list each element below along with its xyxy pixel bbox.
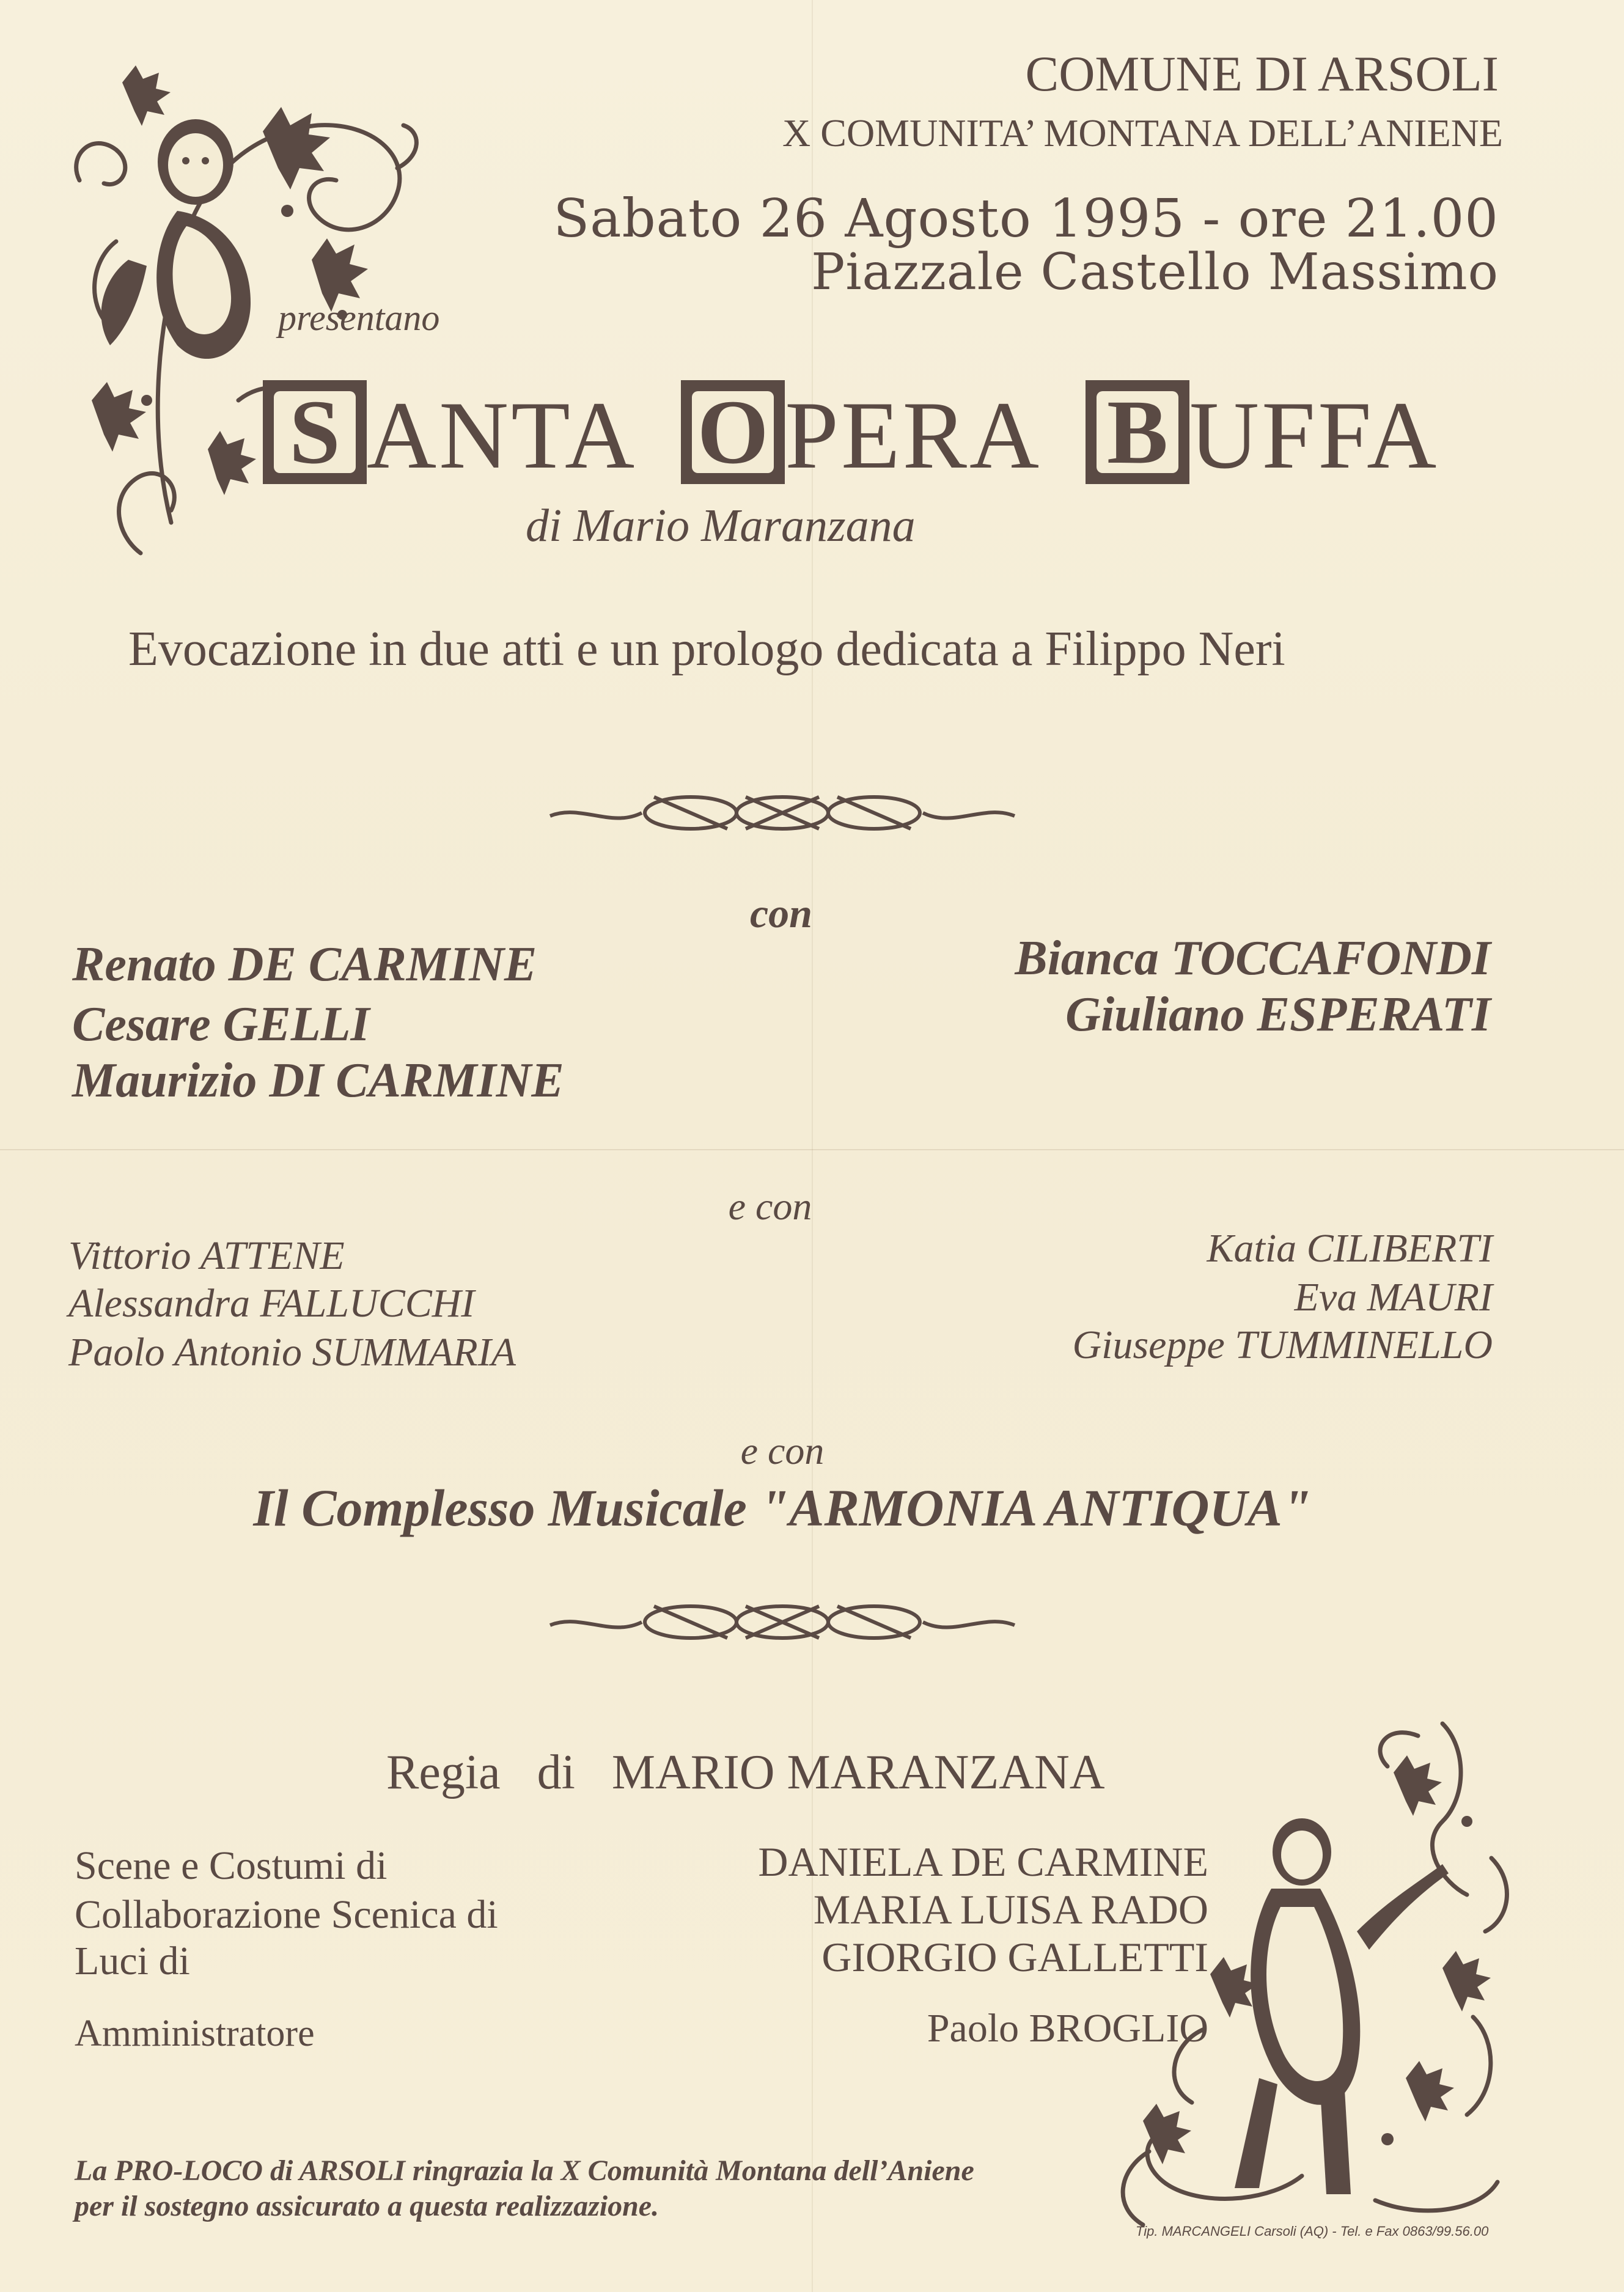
- regia-line: [386, 1748, 1105, 1797]
- scroll-divider: [544, 1598, 1021, 1647]
- secondary-cast-right: Katia CILIBERTI: [1207, 1226, 1493, 1271]
- credit-name: MARIA LUISA RADO: [813, 1886, 1208, 1933]
- secondary-cast-right: Eva MAURI: [1294, 1275, 1493, 1320]
- org-line-2: X COMUNITA’ MONTANA DELL’ANIENE: [782, 111, 1503, 155]
- main-cast-left: Cesare GELLI: [72, 997, 370, 1051]
- secondary-cast-right: Giuseppe TUMMINELLO: [1072, 1323, 1493, 1367]
- title-initial-box: O: [681, 380, 785, 484]
- title-word: ANTA: [367, 382, 637, 489]
- ensemble-line: Il Complesso Musicale "ARMONIA ANTIQUA": [253, 1478, 1312, 1537]
- e-con-label: e con: [728, 1185, 812, 1228]
- thanks-line: La PRO-LOCO di ARSOLI ringrazia la X Comunità Montana dell’Aniene: [75, 2154, 974, 2187]
- e-con-label-2: e con: [740, 1429, 825, 1472]
- regia-di: di: [537, 1746, 575, 1799]
- event-venue: Piazzale Castello Massimo: [811, 243, 1499, 301]
- scroll-divider: [544, 788, 1021, 837]
- main-cast-left: Maurizio DI CARMINE: [72, 1054, 564, 1107]
- presentano-label: presentano: [278, 298, 440, 338]
- main-cast-right: Bianca TOCCAFONDI: [1015, 931, 1491, 985]
- main-cast-left: Renato DE CARMINE: [72, 938, 537, 991]
- con-label: con: [750, 890, 812, 936]
- show-title: [263, 374, 1439, 489]
- credit-role: Collaborazione Scenica di: [75, 1892, 498, 1937]
- credit-name: GIORGIO GALLETTI: [821, 1934, 1208, 1980]
- credit-name: Paolo BROGLIO: [927, 2006, 1208, 2051]
- title-initial-box: B: [1086, 380, 1189, 484]
- regia-label: Regia: [386, 1746, 501, 1799]
- credit-role: Amministratore: [75, 2013, 315, 2054]
- secondary-cast-left: Alessandra FALLUCCHI: [68, 1281, 475, 1326]
- author-line: di Mario Maranzana: [526, 500, 916, 551]
- credit-role: Luci di: [75, 1939, 190, 1983]
- secondary-cast-left: Paolo Antonio SUMMARIA: [68, 1330, 516, 1375]
- printer-credit: Tip. MARCANGELI Carsoli (AQ) - Tel. e Fax 0863/99.56.00: [1136, 2224, 1489, 2239]
- secondary-cast-left: Vittorio ATTENE: [68, 1233, 345, 1278]
- credit-name: DANIELA DE CARMINE: [758, 1838, 1208, 1885]
- regia-name: MARIO MARANZANA: [611, 1746, 1105, 1799]
- org-line-1: COMUNE DI ARSOLI: [1025, 46, 1499, 101]
- credit-role: Scene e Costumi di: [75, 1843, 388, 1888]
- title-initial-box: S: [263, 380, 367, 484]
- thanks-line: per il sostegno assicurato a questa realizzazione.: [75, 2190, 660, 2222]
- event-date: Sabato 26 Agosto 1995 - ore 21.00: [553, 188, 1499, 249]
- title-word: PERA: [785, 382, 1042, 489]
- subtitle-line: Evocazione in due atti e un prologo dedicata a Filippo Neri: [128, 622, 1285, 676]
- title-word: UFFA: [1189, 382, 1439, 489]
- main-cast-right: Giuliano ESPERATI: [1065, 988, 1491, 1041]
